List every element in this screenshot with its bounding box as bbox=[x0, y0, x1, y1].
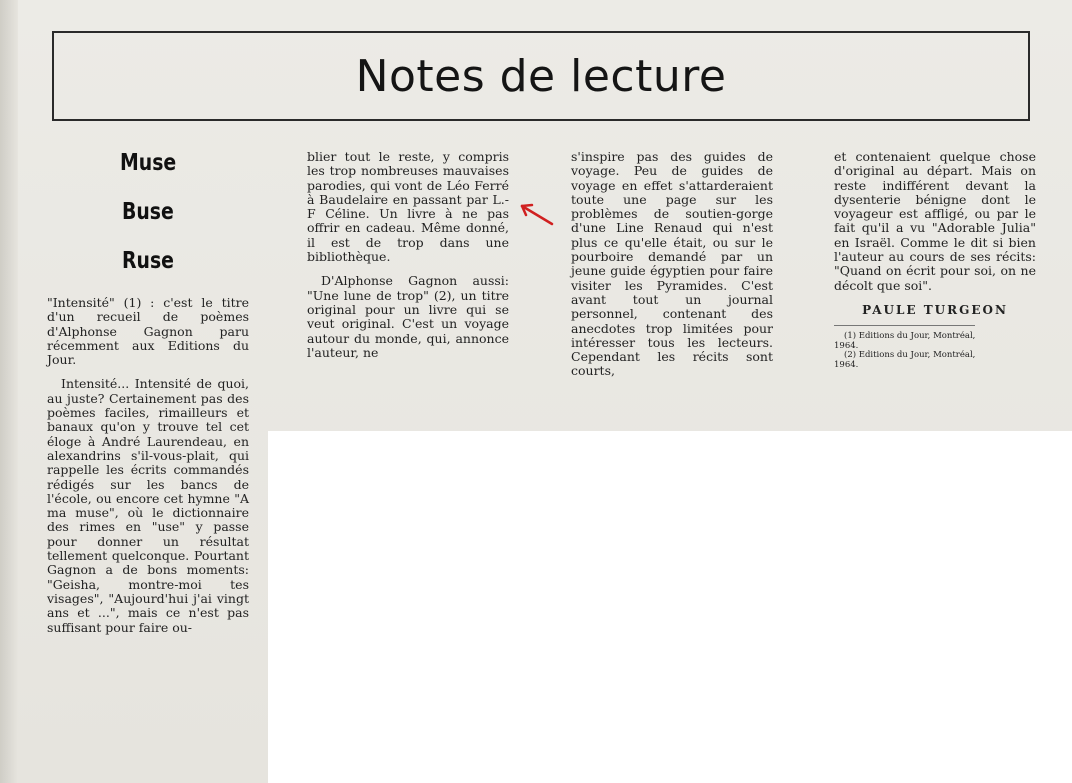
footnote-2: (2) Editions du Jour, Montréal, 1964. bbox=[834, 350, 976, 370]
section-title: Notes de lecture bbox=[355, 50, 727, 102]
footnote-1: (1) Editions du Jour, Montréal, 1964. bbox=[834, 331, 976, 351]
headline-line-1: Muse bbox=[120, 150, 177, 176]
footnotes bbox=[834, 325, 975, 370]
article-column-1 bbox=[47, 296, 249, 645]
article-column-3 bbox=[571, 150, 773, 389]
article-column-4 bbox=[834, 150, 1036, 370]
redacted-area bbox=[268, 431, 1072, 783]
headline-line-3: Ruse bbox=[122, 248, 174, 274]
column-1-paragraph-2: Intensité... Intensité de quoi, au juste? Certainement pas des poèmes faciles, rimailleurs et banaux qu'on y trouve tel cet éloge à André Laurendeau, en alexandrins s'il-vous-plait, qui rappelle les écrits commandés rédigés sur les bancs de l'école, ou encore cet hymne "A ma muse", où le dictionnaire des rimes en "use" y passe pour donner un résultat tellement quelconque. Pourtant Gagnon a de bons moments: "Geisha, montre-moi tes visages", "Aujourd'hui j'ai vingt ans et ...", mais ce n'est pas suffisant pour faire ou- bbox=[47, 376, 249, 635]
column-3-paragraph-1: s'inspire pas des guides de voyage. Peu de guides de voyage en effet s'attarderaient toute une page sur les problèmes de soutien-gorge d'une Line Renaud qui n'est plus ce qu'elle était, ou sur le pourboire demandé par un jeune guide égyptien pour faire visiter les Pyramides. C'est avant tout un journal personnel, contenant des anecdotes trop limitées pour intéresser tous les lecteurs. Cependant les récits sont courts, bbox=[571, 149, 773, 379]
column-1-paragraph-1: "Intensité" (1) : c'est le titre d'un recueil de poèmes d'Alphonse Gagnon paru récemment aux Editions du Jour. bbox=[47, 295, 249, 368]
page-edge bbox=[0, 0, 18, 783]
red-arrow-icon bbox=[516, 200, 556, 228]
headline-line-2: Buse bbox=[122, 199, 174, 225]
column-2-paragraph-2: D'Alphonse Gagnon aussi: "Une lune de trop" (2), un titre original pour un livre qui se veut original. C'est un voyage autour du monde, qui, annonce l'auteur, ne bbox=[307, 273, 509, 360]
author-signature: PAULE TURGEON bbox=[862, 302, 1008, 317]
column-2-paragraph-1: blier tout le reste, y compris les trop nombreuses mauvaises parodies, qui vont de Léo Ferré à Baudelaire en passant par L.-F Céline. Un livre à ne pas offrir en cadeau. Même donné, il est de trop dans une bibliothèque. bbox=[307, 149, 509, 265]
section-header-box bbox=[52, 31, 1030, 121]
column-4-paragraph-1: et contenaient quelque chose d'original au départ. Mais on reste indifférent devant la dysenterie bénigne dont le voyageur est affligé, ou par le fait qu'il a vu "Adorable Julia" en Israël. Comme le dit si bien l'auteur au cours de ses récits: "Quand on écrit pour soi, on ne décolt que soi". bbox=[834, 149, 1036, 293]
article-column-2 bbox=[307, 150, 509, 370]
